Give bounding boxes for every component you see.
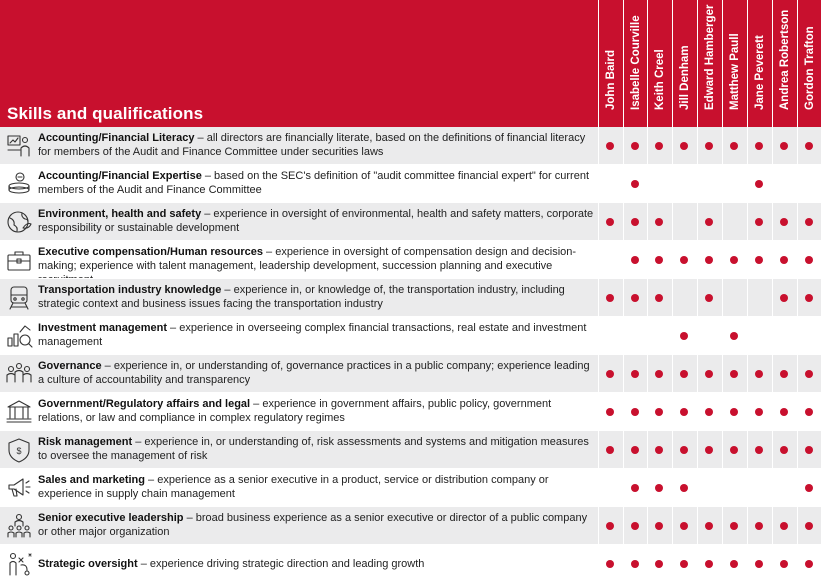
skill-detail: – experience in, or understanding of, governance practices in a public company; experience leading a culture of accountability and transparency	[38, 360, 590, 386]
matrix-cell	[647, 241, 671, 279]
skill-name: Strategic oversight	[38, 558, 138, 570]
qualification-dot	[631, 142, 639, 150]
matrix-cell	[772, 279, 796, 317]
director-column-header	[623, 0, 647, 127]
matrix-cell	[623, 165, 647, 203]
qualification-dot	[705, 446, 713, 454]
matrix-cell	[697, 507, 721, 545]
director-name: Matthew Paull	[728, 33, 741, 110]
qualification-dot	[780, 408, 788, 416]
skill-detail: – experience in overseeing complex financial transactions, real estate and investment management	[38, 322, 587, 348]
matrix-cell	[722, 431, 746, 469]
table-row	[0, 545, 821, 583]
skill-name: Executive compensation/Human resources	[38, 246, 263, 258]
qualification-dot	[705, 218, 713, 226]
matrix-cell	[598, 355, 622, 393]
qualification-dot	[680, 522, 688, 530]
matrix-cell	[672, 165, 696, 203]
skill-detail: – experience as a senior executive in a product, service or distribution company or experience in supply chain management	[38, 474, 549, 500]
matrix-cell	[722, 127, 746, 165]
qualification-dot	[730, 522, 738, 530]
qualification-dot	[655, 218, 663, 226]
skill-name: Environment, health and safety	[38, 208, 202, 220]
matrix-cell	[672, 431, 696, 469]
matrix-cell	[623, 127, 647, 165]
qualification-dot	[805, 560, 813, 568]
qualification-dot	[705, 560, 713, 568]
matrix-cell	[772, 127, 796, 165]
qualification-dot	[680, 560, 688, 568]
director-column-header	[647, 0, 671, 127]
matrix-cell	[647, 393, 671, 431]
matrix-cell	[797, 431, 821, 469]
qualification-dot	[730, 332, 738, 340]
matrix-cell	[797, 545, 821, 583]
matrix-cell	[747, 241, 771, 279]
matrix-cell	[797, 165, 821, 203]
matrix-cell	[722, 241, 746, 279]
matrix-cell	[797, 393, 821, 431]
governance-icon	[5, 360, 33, 388]
matrix-cell	[797, 241, 821, 279]
qualification-dot	[705, 408, 713, 416]
globe-leaf-icon	[5, 208, 33, 236]
skill-detail: – all directors are financially literate, based on the definitions of financial literacy for members of the Audit and Finance Committee under securities laws	[38, 132, 586, 158]
matrix-cell	[647, 431, 671, 469]
qualification-dot	[730, 560, 738, 568]
qualification-dot	[730, 408, 738, 416]
qualification-dot	[755, 522, 763, 530]
matrix-cell	[647, 545, 671, 583]
table-row	[0, 355, 821, 393]
matrix-cell	[623, 241, 647, 279]
svg-text:$: $	[16, 446, 22, 456]
qualification-dot	[805, 408, 813, 416]
qualification-dot	[730, 370, 738, 378]
director-name: Gordon Trafton	[803, 26, 816, 110]
matrix-cell	[672, 393, 696, 431]
qualification-dot	[631, 560, 639, 568]
qualification-dot	[606, 142, 614, 150]
qualification-dot	[606, 294, 614, 302]
qualification-dot	[631, 294, 639, 302]
team-leadership-icon	[5, 512, 33, 540]
qualification-dot	[631, 522, 639, 530]
table-row	[0, 507, 821, 545]
investment-icon	[5, 322, 33, 350]
qualification-dot	[755, 560, 763, 568]
qualification-dot	[631, 484, 639, 492]
qualification-dot	[705, 522, 713, 530]
qualification-dot	[631, 218, 639, 226]
qualification-dot	[805, 484, 813, 492]
qualification-dot	[606, 522, 614, 530]
matrix-cell	[697, 431, 721, 469]
director-column-header	[797, 0, 821, 127]
government-building-icon	[5, 398, 33, 426]
matrix-cell	[598, 165, 622, 203]
matrix-cell	[598, 507, 622, 545]
matrix-cell	[623, 393, 647, 431]
matrix-cell	[647, 279, 671, 317]
qualification-dot	[780, 256, 788, 264]
matrix-cell	[747, 507, 771, 545]
qualification-dot	[680, 332, 688, 340]
skill-name: Accounting/Financial Literacy	[38, 132, 195, 144]
qualification-dot	[755, 408, 763, 416]
table-row	[0, 241, 821, 279]
matrix-cell	[722, 393, 746, 431]
skill-detail: – experience in, or understanding of, risk assessments and systems and mitigation measures to oversee the management of risk	[38, 436, 589, 462]
matrix-cell	[672, 469, 696, 507]
matrix-cell	[747, 393, 771, 431]
matrix-cell	[797, 127, 821, 165]
matrix-cell	[647, 203, 671, 241]
director-column-header	[672, 0, 696, 127]
skill-detail: – experience in oversight of environmental, health and safety matters, corporate responsibility or sustainable development	[38, 208, 594, 234]
qualification-dot	[655, 446, 663, 454]
skill-description	[38, 131, 594, 159]
qualification-dot	[705, 256, 713, 264]
director-column-header	[772, 0, 796, 127]
strategy-icon	[5, 550, 33, 578]
qualification-dot	[805, 256, 813, 264]
skill-detail: – broad business experience as a senior executive or director of a public company or other major organization	[38, 512, 588, 538]
skill-detail: – experience driving strategic direction and leading growth	[137, 558, 425, 570]
qualification-dot	[730, 256, 738, 264]
qualification-dot	[680, 408, 688, 416]
matrix-cell	[623, 355, 647, 393]
skill-name: Investment management	[38, 322, 167, 334]
matrix-cell	[672, 317, 696, 355]
qualification-dot	[631, 408, 639, 416]
qualification-dot	[730, 446, 738, 454]
table-row	[0, 165, 821, 203]
matrix-cell	[772, 241, 796, 279]
skill-detail: – experience in oversight of compensation design and decision-making; experience with talent management, leadership development, succession planning and executive	[38, 246, 577, 272]
matrix-cell	[623, 507, 647, 545]
table-row	[0, 431, 821, 469]
qualification-dot	[780, 370, 788, 378]
qualification-dot	[755, 142, 763, 150]
table-row	[0, 279, 821, 317]
matrix-cell	[647, 469, 671, 507]
skill-detail: – experience in government affairs, public policy, government relations, or law and compliance in complex regulatory regimes	[38, 398, 552, 424]
matrix-cell	[598, 393, 622, 431]
skill-name: Sales and marketing	[38, 474, 145, 486]
matrix-cell	[697, 241, 721, 279]
qualification-dot	[655, 484, 663, 492]
skill-name: Government/Regulatory affairs and legal	[38, 398, 251, 410]
qualification-dot	[705, 142, 713, 150]
matrix-cell	[672, 241, 696, 279]
qualification-dot	[780, 218, 788, 226]
matrix-cell	[722, 203, 746, 241]
qualification-dot	[805, 294, 813, 302]
matrix-cell	[772, 431, 796, 469]
qualification-dot	[780, 560, 788, 568]
matrix-cell	[672, 203, 696, 241]
matrix-cell	[697, 469, 721, 507]
matrix-cell	[772, 393, 796, 431]
qualification-dot	[705, 294, 713, 302]
matrix-cell	[772, 545, 796, 583]
qualification-dot	[606, 408, 614, 416]
matrix-cell	[797, 279, 821, 317]
matrix-cell	[647, 165, 671, 203]
skill-description	[38, 473, 594, 501]
matrix-cell	[772, 469, 796, 507]
matrix-cell	[747, 279, 771, 317]
matrix-cell	[598, 431, 622, 469]
qualification-dot	[755, 180, 763, 188]
skill-description	[38, 359, 594, 387]
director-column-header	[598, 0, 622, 127]
matrix-cell	[697, 165, 721, 203]
matrix-cell	[647, 317, 671, 355]
matrix-cell	[747, 203, 771, 241]
qualification-dot	[730, 142, 738, 150]
director-column-header	[697, 0, 721, 127]
skill-name: Governance	[38, 360, 102, 372]
table-row	[0, 203, 821, 241]
matrix-cell	[772, 203, 796, 241]
qualification-dot	[805, 218, 813, 226]
director-name: Jill Denham	[678, 45, 691, 110]
qualification-dot	[680, 142, 688, 150]
matrix-cell	[697, 545, 721, 583]
qualification-dot	[705, 370, 713, 378]
qualification-dot	[780, 446, 788, 454]
matrix-cell	[647, 507, 671, 545]
matrix-cell	[647, 127, 671, 165]
matrix-cell	[797, 355, 821, 393]
qualification-dot	[755, 370, 763, 378]
matrix-cell	[672, 545, 696, 583]
qualification-dot	[606, 370, 614, 378]
matrix-cell	[598, 127, 622, 165]
qualification-dot	[680, 446, 688, 454]
skill-detail: – experience in, or knowledge of, the transportation industry, including strategic context and business issues facing the transportation industry	[38, 284, 565, 310]
matrix-cell	[772, 507, 796, 545]
matrix-cell	[747, 545, 771, 583]
table-header	[0, 0, 821, 127]
skill-description	[38, 321, 594, 349]
matrix-cell	[623, 545, 647, 583]
qualification-dot	[680, 256, 688, 264]
skill-description	[38, 435, 594, 463]
matrix-cell	[697, 127, 721, 165]
director-name: John Baird	[604, 49, 617, 110]
qualification-dot	[631, 370, 639, 378]
director-name: Andrea Robertson	[778, 9, 791, 110]
matrix-cell	[722, 355, 746, 393]
matrix-cell	[672, 279, 696, 317]
skill-description	[38, 557, 594, 571]
qualification-dot	[655, 408, 663, 416]
qualification-dot	[631, 446, 639, 454]
skill-name: Risk management	[38, 436, 133, 448]
matrix-cell	[697, 279, 721, 317]
matrix-cell	[623, 431, 647, 469]
matrix-cell	[672, 127, 696, 165]
table-row	[0, 127, 821, 165]
matrix-cell	[672, 507, 696, 545]
qualification-dot	[755, 218, 763, 226]
qualification-dot	[755, 256, 763, 264]
qualification-dot	[655, 142, 663, 150]
matrix-cell	[598, 317, 622, 355]
matrix-cell	[772, 355, 796, 393]
matrix-cell	[747, 469, 771, 507]
qualification-dot	[606, 446, 614, 454]
matrix-cell	[697, 393, 721, 431]
qualification-dot	[655, 560, 663, 568]
train-icon	[5, 284, 33, 312]
table-title: Skills and qualifications	[7, 104, 204, 123]
matrix-cell	[797, 469, 821, 507]
matrix-cell	[697, 317, 721, 355]
skill-description	[38, 397, 594, 425]
matrix-cell	[747, 355, 771, 393]
row-divider	[0, 582, 821, 583]
matrix-cell	[598, 279, 622, 317]
qualification-dot	[805, 446, 813, 454]
matrix-cell	[623, 317, 647, 355]
skill-name: Accounting/Financial Expertise	[38, 170, 202, 182]
qualification-dot	[680, 370, 688, 378]
matrix-cell	[697, 203, 721, 241]
matrix-cell	[797, 507, 821, 545]
qualification-dot	[680, 484, 688, 492]
financial-literacy-icon	[5, 132, 33, 160]
qualification-dot	[655, 522, 663, 530]
matrix-cell	[722, 469, 746, 507]
matrix-cell	[647, 355, 671, 393]
matrix-cell	[747, 431, 771, 469]
qualification-dot	[805, 522, 813, 530]
table-row	[0, 317, 821, 355]
director-name: Jane Peverett	[753, 35, 766, 110]
qualification-dot	[606, 218, 614, 226]
qualification-dot	[805, 370, 813, 378]
megaphone-icon	[5, 474, 33, 502]
matrix-cell	[722, 507, 746, 545]
director-column-header	[747, 0, 771, 127]
qualification-dot	[655, 294, 663, 302]
matrix-cell	[598, 545, 622, 583]
matrix-cell	[747, 317, 771, 355]
director-name: Edward Hamberger	[703, 4, 716, 110]
shield-dollar-icon	[5, 436, 33, 464]
matrix-cell	[623, 203, 647, 241]
qualification-dot	[655, 256, 663, 264]
qualification-dot	[655, 370, 663, 378]
skill-description	[38, 169, 594, 197]
table-row	[0, 393, 821, 431]
matrix-cell	[722, 545, 746, 583]
matrix-cell	[772, 165, 796, 203]
matrix-cell	[772, 317, 796, 355]
matrix-cell	[747, 127, 771, 165]
skill-detail: – based on the SEC's definition of "audit committee financial expert" for current members of the Audit and Finance Committee	[38, 170, 589, 196]
matrix-cell	[598, 469, 622, 507]
qualification-dot	[631, 256, 639, 264]
matrix-cell	[722, 165, 746, 203]
qualification-dot	[780, 294, 788, 302]
financial-expertise-icon	[5, 170, 33, 198]
matrix-cell	[697, 355, 721, 393]
skill-description	[38, 511, 594, 539]
briefcase-icon	[5, 246, 33, 274]
qualification-dot	[755, 446, 763, 454]
matrix-cell	[672, 355, 696, 393]
matrix-cell	[747, 165, 771, 203]
matrix-cell	[722, 279, 746, 317]
skill-name: Senior executive leadership	[38, 512, 184, 524]
skill-name: Transportation industry knowledge	[38, 284, 222, 296]
qualification-dot	[631, 180, 639, 188]
matrix-cell	[797, 317, 821, 355]
matrix-cell	[623, 279, 647, 317]
matrix-cell	[598, 241, 622, 279]
director-name: Isabelle Courville	[629, 15, 642, 110]
table-row	[0, 469, 821, 507]
matrix-cell	[598, 203, 622, 241]
director-name: Keith Creel	[653, 49, 666, 110]
skill-description	[38, 283, 594, 311]
matrix-cell	[722, 317, 746, 355]
matrix-cell	[623, 469, 647, 507]
qualification-dot	[805, 142, 813, 150]
director-column-header	[722, 0, 746, 127]
skill-description	[38, 207, 594, 235]
qualification-dot	[780, 522, 788, 530]
qualification-dot	[780, 142, 788, 150]
matrix-cell	[797, 203, 821, 241]
qualification-dot	[606, 560, 614, 568]
